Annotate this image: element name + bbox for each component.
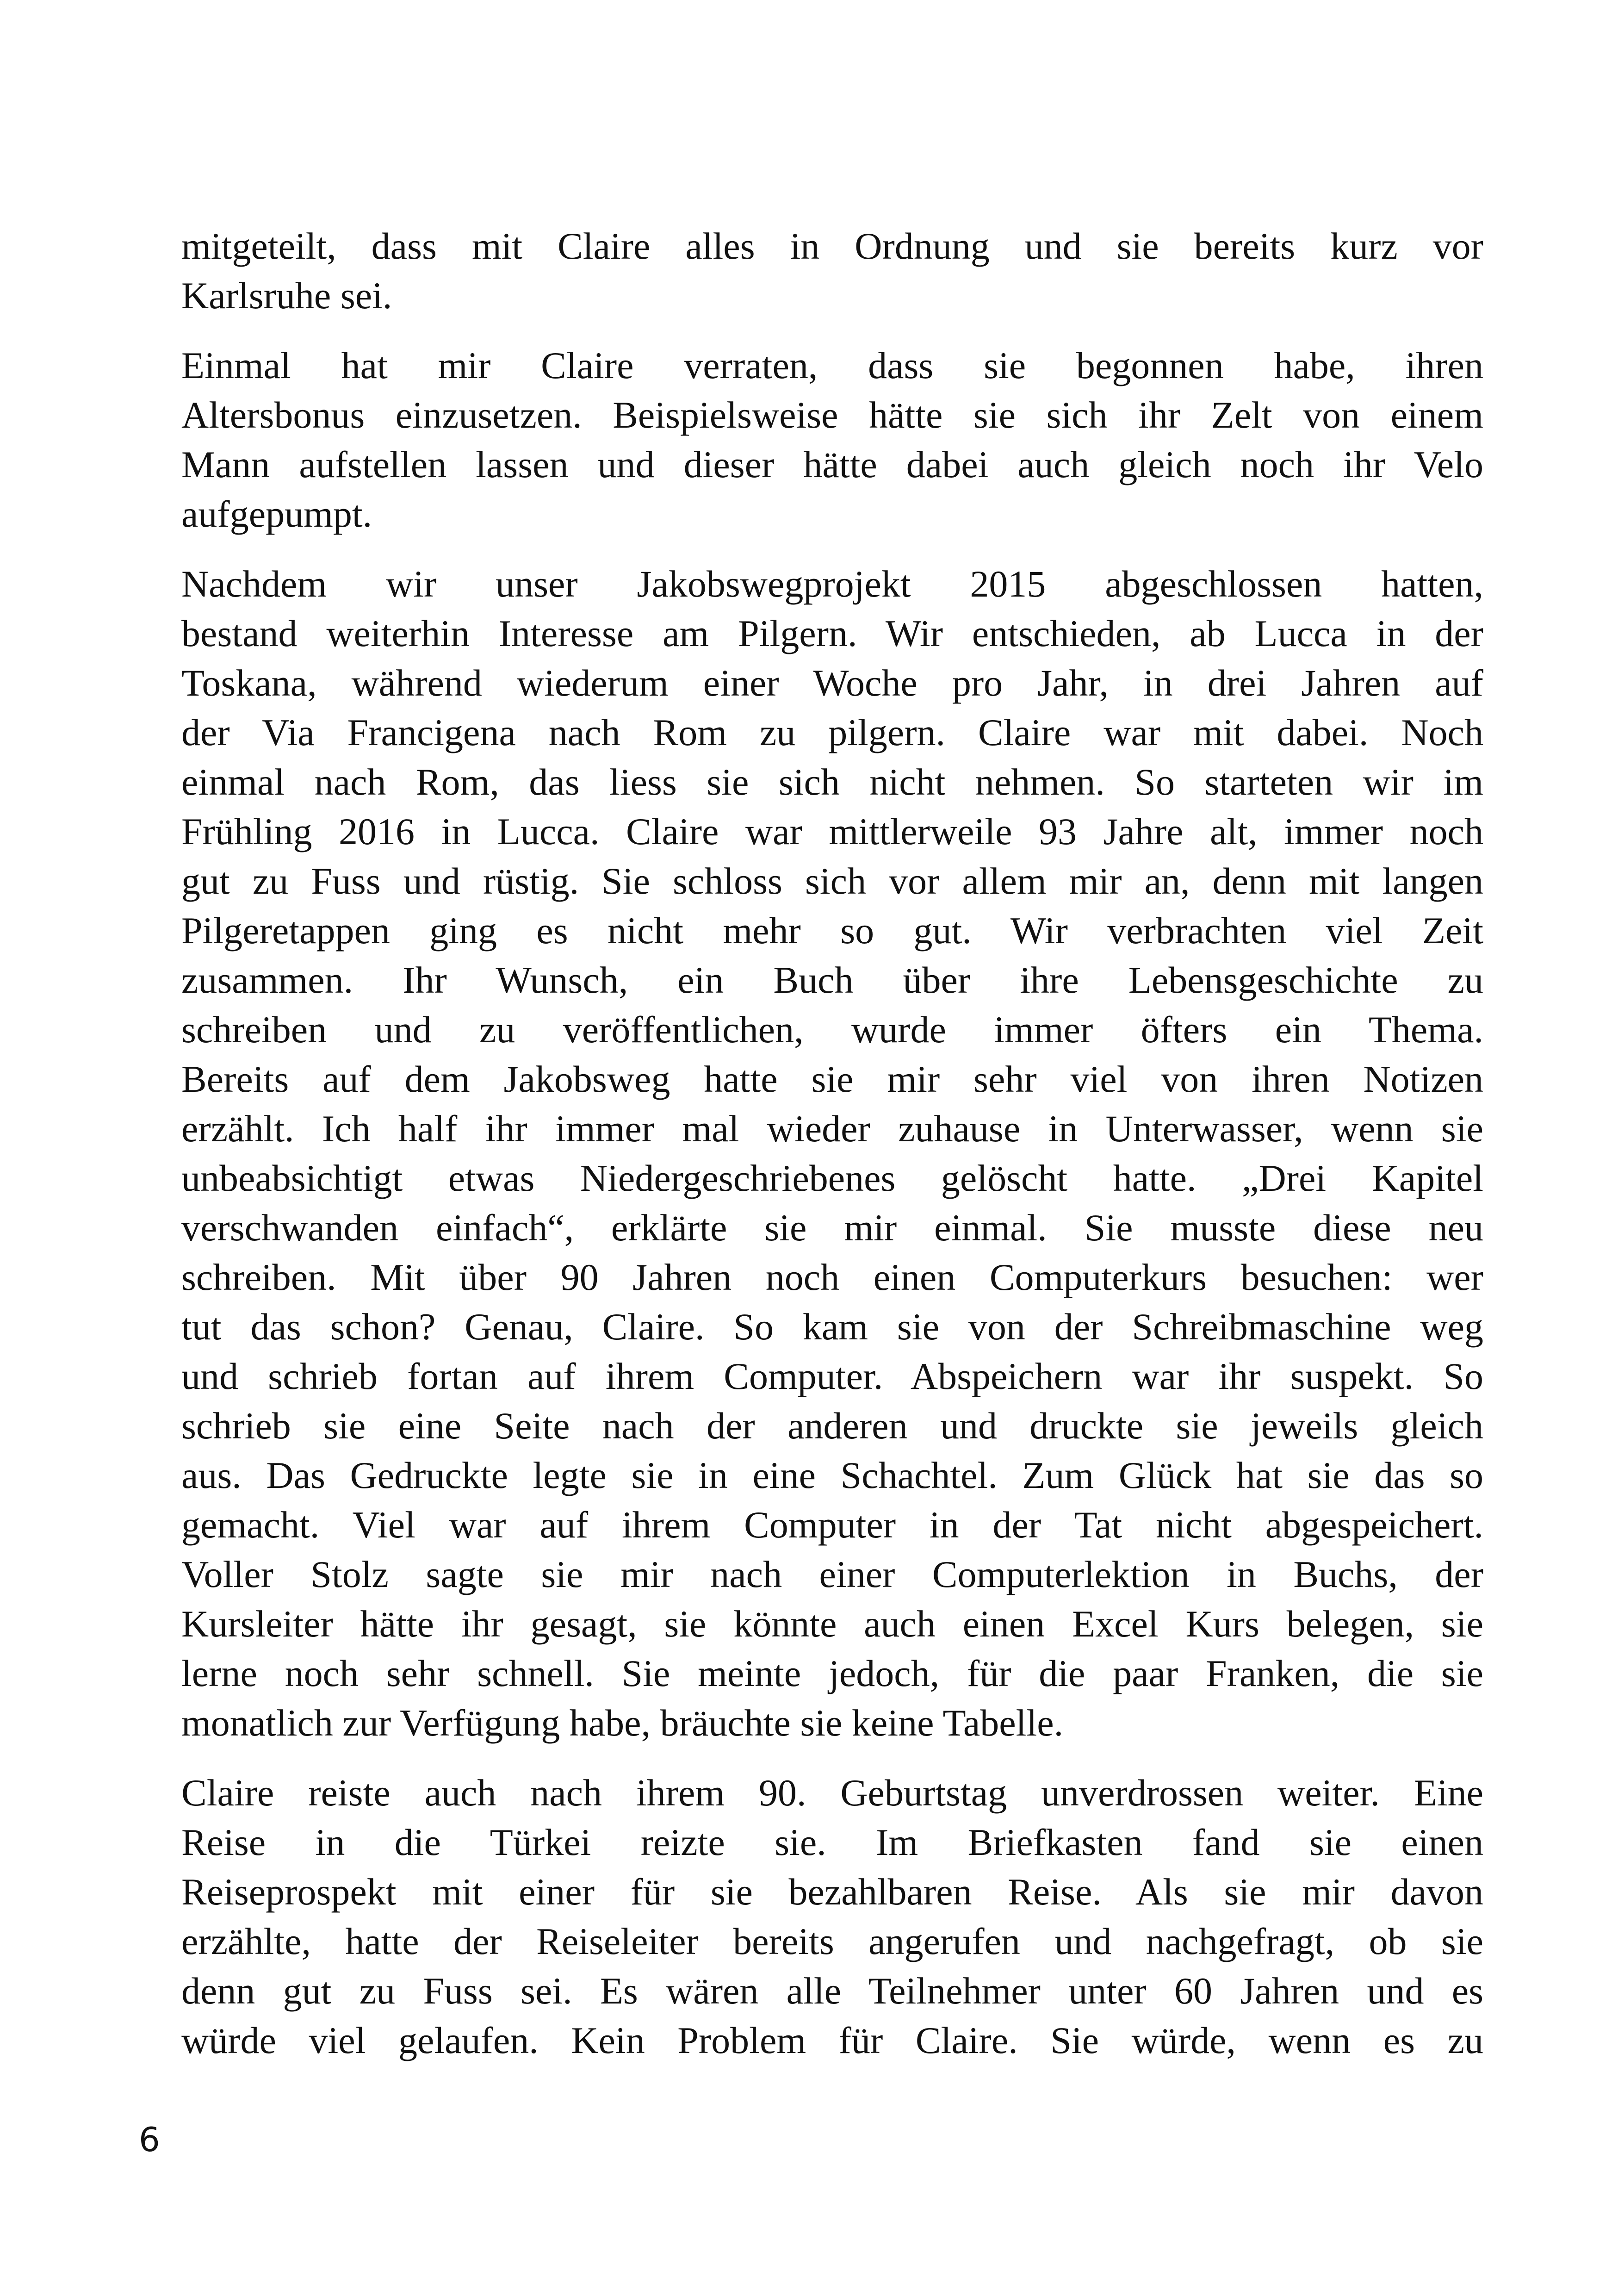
text-line: Altersbonus einzusetzen. Beispielsweise hätte sie sich ihr Zelt von einem [181, 394, 1483, 436]
paragraph [181, 341, 1483, 539]
text-line: Toskana, während wiederum einer Woche pro Jahr, in drei Jahren auf [181, 662, 1483, 704]
paragraph [181, 559, 1483, 1748]
paragraph [181, 1768, 1483, 2065]
text-line: der Via Francigena nach Rom zu pilgern. Claire war mit dabei. Noch [181, 711, 1483, 753]
text-line: lerne noch sehr schnell. Sie meinte jedoch, für die paar Franken, die sie [181, 1652, 1483, 1694]
text-line: Pilgeretappen ging es nicht mehr so gut. Wir verbrachten viel Zeit [181, 909, 1483, 952]
text-line: Frühling 2016 in Lucca. Claire war mittlerweile 93 Jahre alt, immer noch [181, 810, 1483, 852]
text-line: Reise in die Türkei reizte sie. Im Briefkasten fand sie einen [181, 1821, 1483, 1863]
text-line: gemacht. Viel war auf ihrem Computer in der Tat nicht abgespeichert. [181, 1504, 1483, 1546]
body-text [181, 221, 1483, 2065]
text-line: aus. Das Gedruckte legte sie in eine Schachtel. Zum Glück hat sie das so [181, 1454, 1483, 1496]
text-line: Einmal hat mir Claire verraten, dass sie begonnen habe, ihren [181, 344, 1483, 386]
text-line: tut das schon? Genau, Claire. So kam sie von der Schreibmaschine weg [181, 1306, 1483, 1348]
text-line: würde viel gelaufen. Kein Problem für Claire. Sie würde, wenn es zu [181, 2019, 1483, 2061]
text-line: und schrieb fortan auf ihrem Computer. Abspeichern war ihr suspekt. So [181, 1355, 1483, 1397]
page-number: 6 [139, 2120, 160, 2159]
text-line: monatlich zur Verfügung habe, bräuchte sie keine Tabelle. [181, 1702, 1064, 1744]
text-line: Claire reiste auch nach ihrem 90. Geburtstag unverdrossen weiter. Eine [181, 1772, 1483, 1814]
text-line: aufgepumpt. [181, 493, 372, 535]
text-line: erzählt. Ich half ihr immer mal wieder zuhause in Unterwasser, wenn sie [181, 1108, 1483, 1150]
paragraph [181, 221, 1483, 320]
text-line: unbeabsichtigt etwas Niedergeschriebenes gelöscht hatte. „Drei Kapitel [181, 1157, 1483, 1199]
text-line: zusammen. Ihr Wunsch, ein Buch über ihre Lebensgeschichte zu [181, 959, 1483, 1001]
text-line: Mann aufstellen lassen und dieser hätte dabei auch gleich noch ihr Velo [181, 443, 1483, 485]
text-line: erzählte, hatte der Reiseleiter bereits angerufen und nachgefragt, ob sie [181, 1920, 1483, 1962]
text-line: denn gut zu Fuss sei. Es wären alle Teilnehmer unter 60 Jahren und es [181, 1970, 1483, 2012]
text-line: Karlsruhe sei. [181, 274, 392, 317]
text-line: schreiben und zu veröffentlichen, wurde immer öfters ein Thema. [181, 1008, 1483, 1051]
text-line: gut zu Fuss und rüstig. Sie schloss sich vor allem mir an, denn mit langen [181, 860, 1483, 902]
text-line: Nachdem wir unser Jakobswegprojekt 2015 abgeschlossen hatten, [181, 563, 1483, 605]
text-line: schrieb sie eine Seite nach der anderen und druckte sie jeweils gleich [181, 1405, 1483, 1447]
text-line: schreiben. Mit über 90 Jahren noch einen Computerkurs besuchen: wer [181, 1256, 1483, 1298]
text-line: Voller Stolz sagte sie mir nach einer Computerlektion in Buchs, der [181, 1553, 1483, 1595]
text-line: Reiseprospekt mit einer für sie bezahlbaren Reise. Als sie mir davon [181, 1871, 1483, 1913]
text-line: bestand weiterhin Interesse am Pilgern. Wir entschieden, ab Lucca in der [181, 612, 1483, 654]
text-line: Bereits auf dem Jakobsweg hatte sie mir sehr viel von ihren Notizen [181, 1058, 1483, 1100]
text-line: Kursleiter hätte ihr gesagt, sie könnte auch einen Excel Kurs belegen, sie [181, 1603, 1483, 1645]
text-line: verschwanden einfach“, erklärte sie mir einmal. Sie musste diese neu [181, 1207, 1483, 1249]
text-line: mitgeteilt, dass mit Claire alles in Ordnung und sie bereits kurz vor [181, 225, 1483, 267]
text-line: einmal nach Rom, das liess sie sich nicht nehmen. So starteten wir im [181, 761, 1483, 803]
